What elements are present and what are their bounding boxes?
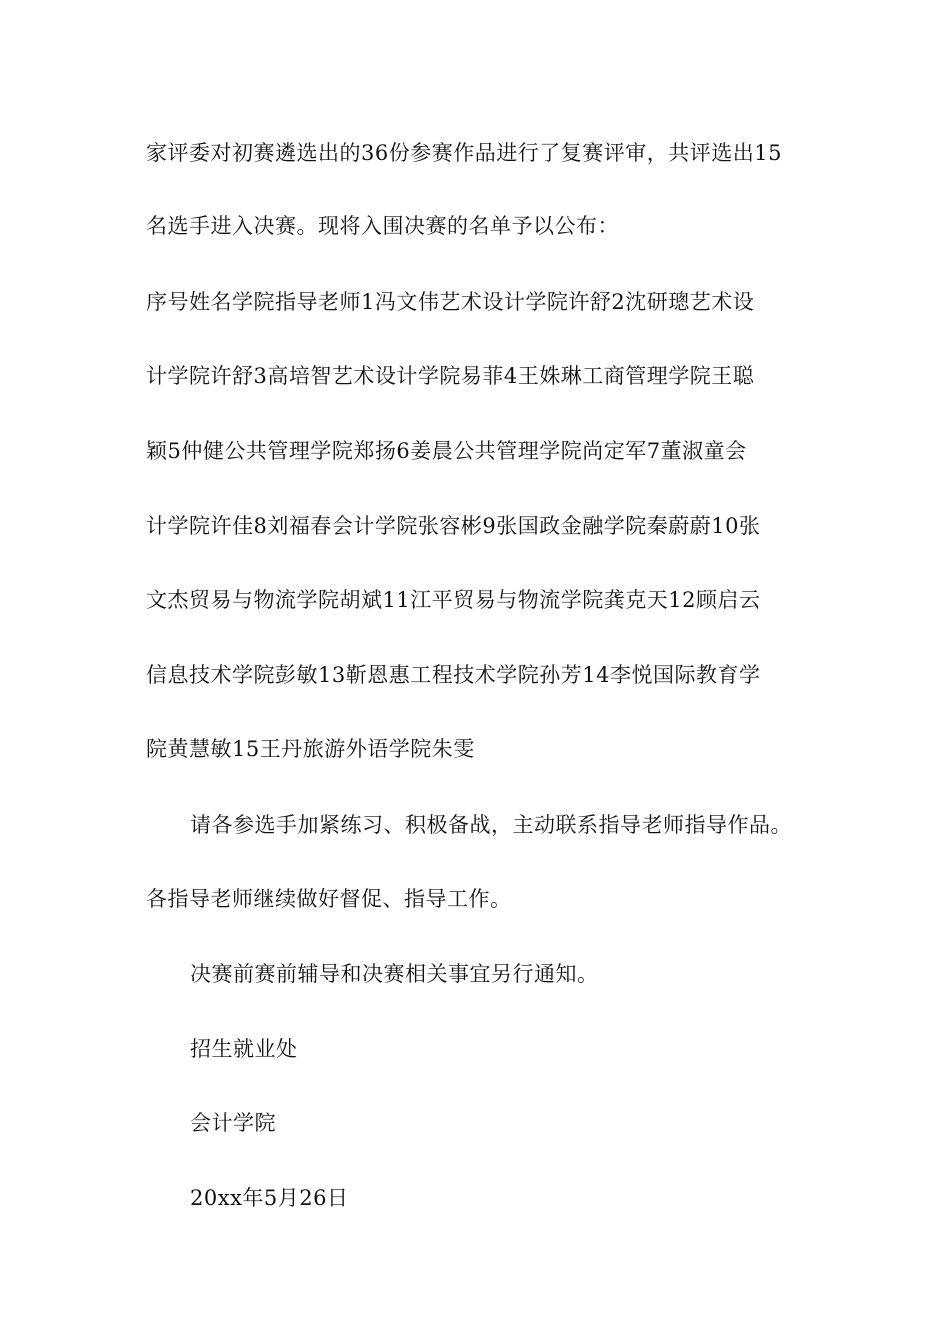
issuer-accounting-school: 会计学院 [190, 1111, 276, 1135]
semifinal-review-text-line-2: 名选手进入决赛。现将入围决赛的名单予以公布： [146, 214, 619, 238]
finalist-list-line-4: 计学院许佳8刘福春会计学院张容彬9张国政金融学院秦蔚蔚10张 [146, 514, 761, 538]
final-notice-paragraph: 决赛前赛前辅导和决赛相关事宜另行通知。 [190, 962, 599, 986]
finalist-list-line-3: 颖5仲健公共管理学院郑扬6姜晨公共管理学院尚定军7董淑童会 [146, 439, 747, 463]
instruction-paragraph-line-1: 请各参选手加紧练习、积极备战，主动联系指导老师指导作品。 [190, 813, 792, 837]
finalist-list-line-1: 序号姓名学院指导老师1冯文伟艺术设计学院许舒2沈研璁艺术设 [146, 290, 755, 314]
issuer-admissions-office: 招生就业处 [190, 1037, 298, 1061]
finalist-list-line-2: 计学院许舒3高培智艺术设计学院易菲4王姝琳工商管理学院王聪 [146, 364, 755, 388]
issue-date: 20xx年5月26日 [190, 1186, 349, 1210]
finalist-list-line-7: 院黄慧敏15王丹旅游外语学院朱雯 [146, 737, 475, 761]
finalist-list-line-5: 文杰贸易与物流学院胡斌11江平贸易与物流学院龚克天12顾启云 [146, 588, 761, 612]
instruction-paragraph-line-2: 各指导老师继续做好督促、指导工作。 [146, 887, 512, 911]
semifinal-review-text-line-1: 家评委对初赛遴选出的36份参赛作品进行了复赛评审，共评选出15 [146, 141, 782, 165]
finalist-list-line-6: 信息技术学院彭敏13靳恩惠工程技术学院孙芳14李悦国际教育学 [146, 663, 761, 687]
